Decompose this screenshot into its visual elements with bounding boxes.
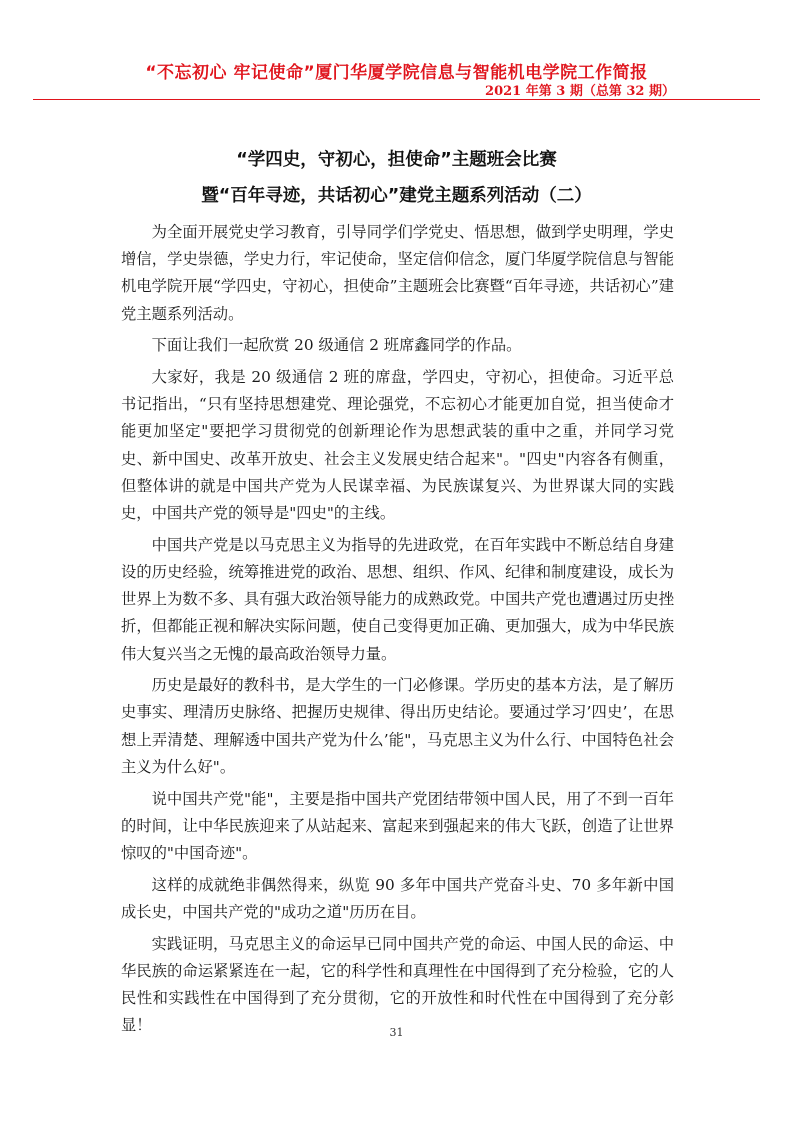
body-paragraph: 这样的成就绝非偶然得来，纵览 90 多年中国共产党奋斗史、70 多年新中国成长史，中国共产党的"成功之道"历历在目。	[121, 875, 674, 921]
body-paragraph: 历史是最好的教科书，是大学生的一门必修课。学历史的基本方法，是了解历史事实、理清历史脉络、把握历史规律、得出历史结论。要通过学习’四史’，在思想上弄清楚、理解透中国共产党为什么’能"，马克思主义为什么行、中国特色社会主义为什么好"。	[121, 676, 674, 776]
header-divider	[33, 99, 760, 100]
body-paragraph: 实践证明，马克思主义的命运早已同中国共产党的命运、中国人民的命运、中华民族的命运紧紧连在一起，它的科学性和真理性在中国得到了充分检验，它的人民性和实践性在中国得到了充分贯彻，它的开放性和时代性在中国得到了充分彰显！	[121, 934, 674, 1035]
body-paragraph: 为全面开展党史学习教育，引导同学们学党史、悟思想，做到学史明理，学史增信，学史崇德，学史力行，牢记使命，坚定信仰信念，厦门华厦学院信息与智能机电学院开展“学四史，守初心，担使命”主题班会比赛暨“百年寻迹，共话初心”建党主题系列活动。	[121, 223, 674, 323]
article-title-line1: “学四史，守初心，担使命”主题班会比赛	[236, 150, 557, 170]
article-title-line2: 暨“百年寻迹，共话初心”建党主题系列活动（二）	[201, 186, 592, 206]
body-paragraph: 大家好，我是 20 级通信 2 班的席盘，学四史，守初心，担使命。习近平总书记指出，“只有坚持思想建党、理论强党，不忘初心才能更加自觉，担当使命才能更加坚定"要把学习贯彻党的创新理论作为思想武装的重中之重，并同学习党史、新中国史、改革开放史、社会主义发展史结合起来"。"四史"内容各有侧重，但整体讲的就是中国共产党为人民谋幸福、为民族谋复兴、为世界谋大同的实践史，中国共产党的领导是"四史"的主线。	[121, 368, 674, 523]
page-number: 31	[389, 1026, 404, 1039]
issue-number: 2021 年第 3 期（总第 32 期）	[485, 84, 675, 99]
body-paragraph: 中国共产党是以马克思主义为指导的先进政党，在百年实践中不断总结自身建设的历史经验，统筹推进党的政治、思想、组织、作风、纪律和制度建设，成长为世界上为数不多、具有强大政治领导能力的成熟政党。中国共产党也遭遇过历史挫折，但都能正视和解决实际问题，使自己变得更加正确、更加强大，成为中华民族伟大复兴当之无愧的最高政治领导力量。	[121, 535, 674, 663]
body-paragraph: 说中国共产党"能"，主要是指中国共产党团结带领中国人民，用了不到一百年的时间，让中华民族迎来了从站起来、富起来到强起来的伟大飞跃，创造了让世界惊叹的"中国奇迹"。	[121, 789, 674, 862]
newsletter-header-title: “不忘初心 牢记使命”厦门华厦学院信息与智能机电学院工作简报	[145, 63, 648, 83]
article-body	[121, 219, 674, 1044]
body-paragraph: 下面让我们一起欣赏 20 级通信 2 班席鑫同学的作品。	[151, 336, 522, 355]
